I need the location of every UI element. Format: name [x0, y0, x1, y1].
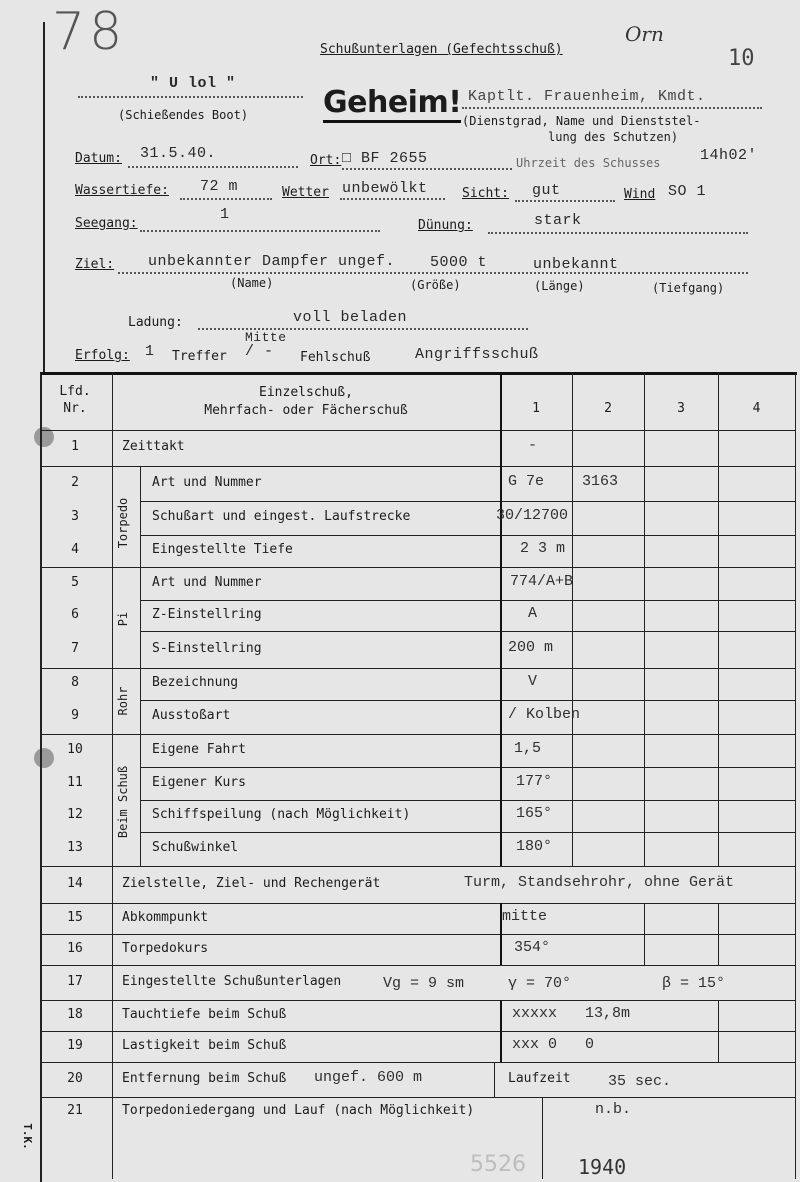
row-number: 9 [71, 708, 79, 723]
row-divider [140, 535, 795, 536]
row-value-1: 180° [516, 838, 553, 855]
col-lfd-header [40, 383, 110, 417]
row-label: Torpedoniedergang und Lauf (nach Möglichkeit) [122, 1103, 475, 1118]
row-value-1: xxx 0 [512, 1036, 558, 1053]
row-number: 21 [67, 1103, 83, 1118]
row21-divider [542, 1097, 543, 1179]
wind-label: Wind [624, 187, 656, 202]
row17-vg: Vg = 9 sm [383, 975, 465, 992]
col-lfd-line1: Lfd. [59, 384, 91, 399]
col-2-header: 2 [604, 401, 612, 416]
row-number: 1 [71, 439, 79, 454]
col4-divider-lower [718, 903, 719, 965]
row-number: 19 [67, 1038, 83, 1053]
row-number: 18 [67, 1007, 83, 1022]
datum-value: 31.5.40. [140, 145, 217, 162]
archive-stamp-number: 5526 [470, 1152, 526, 1177]
erfolg-label: Erfolg: [75, 348, 130, 363]
wassertiefe-label: Wassertiefe: [75, 183, 169, 198]
ort-value: □ BF 2655 [342, 150, 428, 167]
ladung-label: Ladung: [128, 315, 183, 330]
row-label: Lastigkeit beim Schuß [122, 1038, 287, 1053]
name-caption: (Name) [230, 276, 274, 290]
row-label: S-Einstellring [152, 641, 262, 656]
row-number: 11 [67, 775, 83, 790]
row-divider [140, 800, 795, 801]
row-label: Eigene Fahrt [152, 742, 246, 757]
ort-dots [342, 168, 512, 170]
row-divider [40, 1000, 795, 1001]
col-lfd-line2: Nr. [63, 401, 87, 416]
row-number: 15 [67, 910, 83, 925]
row-value-1: xxxxx [512, 1005, 558, 1022]
ziel-name-value: unbekannter Dampfer ungef. [148, 253, 396, 270]
row-divider [140, 600, 795, 601]
commander-value: Kaptlt. Frauenheim, Kmdt. [468, 88, 706, 105]
row-value-1: A [528, 605, 538, 622]
erfolg-mitte: Mitte [245, 330, 287, 345]
form-title: Schußunterlagen (Gefechtsschuß) [320, 42, 563, 57]
col1-divider-18 [500, 1000, 502, 1062]
group-rohr: Rohr [116, 686, 130, 716]
row-label: Art und Nummer [152, 475, 262, 490]
wind-value: SO 1 [668, 183, 707, 200]
row-label: Eigener Kurs [152, 775, 246, 790]
row-divider [40, 965, 795, 966]
row-divider [40, 466, 795, 467]
seegang-value: 1 [220, 206, 230, 223]
row-divider [40, 567, 795, 568]
row-value-1: n.b. [595, 1101, 632, 1118]
group-column-divider [140, 466, 141, 866]
row-label: Abkommpunkt [122, 910, 209, 925]
sicht-dots [515, 200, 615, 202]
row-value-1: 165° [516, 805, 553, 822]
group-pi: Pi [116, 611, 130, 627]
boat-value: " U lol " [150, 75, 236, 92]
row-divider [40, 903, 795, 904]
row-label: Tauchtiefe beim Schuß [122, 1007, 287, 1022]
row-label: Eingestellte Tiefe [152, 542, 293, 557]
col3-divider [644, 372, 645, 866]
ziel-label: Ziel: [75, 257, 115, 272]
side-mark: T.K. [20, 1123, 34, 1150]
row-label: Schiffspeilung (nach Möglichkeit) [152, 807, 411, 822]
margin-line [43, 22, 45, 372]
col4-divider [718, 372, 719, 866]
row-number: 2 [71, 475, 79, 490]
row-value-1: 200 m [508, 639, 554, 656]
boat-dots [78, 96, 303, 98]
laufzeit-divider [494, 1062, 495, 1097]
row-number: 8 [71, 675, 79, 690]
ziel-laenge-value: unbekannt [533, 256, 619, 273]
row-value-1: 2 3 m [520, 540, 566, 557]
wetter-dots [340, 198, 445, 200]
datum-label: Datum: [75, 151, 122, 166]
col-1-header: 1 [532, 401, 540, 416]
row-label: Art und Nummer [152, 575, 262, 590]
page-number: 78 [52, 2, 127, 62]
boat-caption: (Schießendes Boot) [118, 108, 249, 122]
row-number: 3 [71, 509, 79, 524]
row-number: 7 [71, 641, 79, 656]
row-divider [40, 866, 795, 867]
row-divider [140, 767, 795, 768]
row-divider [40, 734, 795, 735]
row20-laufzeit-label: Laufzeit [508, 1071, 571, 1086]
col-4-header: 4 [752, 401, 761, 416]
row-value-1: mitte [502, 908, 548, 925]
col4-divider-18 [718, 1000, 719, 1062]
ziel-dots [118, 272, 748, 274]
uhrzeit-value: 14h02' [700, 147, 758, 164]
row-divider [140, 501, 795, 502]
row-divider [40, 1031, 795, 1032]
col-desc-line2: Mehrfach- oder Fächerschuß [204, 403, 408, 418]
datum-dots [128, 166, 298, 168]
row-label: Zielstelle, Ziel- und Rechengerät [122, 876, 381, 891]
row-number: 13 [67, 840, 83, 855]
commander-dots [462, 107, 762, 109]
row-number: 12 [67, 807, 83, 822]
row-value-1: G 7e [508, 473, 545, 490]
row-divider [40, 1062, 795, 1063]
row-value-2: 13,8m [585, 1005, 631, 1022]
row-value-1: 1,5 [514, 740, 542, 757]
row-label: Schußwinkel [152, 840, 239, 855]
commander-caption-1: (Dienstgrad, Name und Dienststel- [462, 114, 701, 128]
row-label: Eingestellte Schußunterlagen [122, 974, 342, 989]
sicht-value: gut [532, 182, 561, 199]
col-desc-header [112, 384, 500, 420]
row-divider [40, 668, 795, 669]
row-number: 14 [67, 876, 83, 891]
row-number: 4 [71, 542, 79, 557]
col1-divider [500, 372, 502, 866]
row-label: Entfernung beim Schuß [122, 1071, 287, 1086]
row-value-1: 30/12700 [496, 507, 569, 524]
classification-stamp: Geheim! [323, 86, 461, 123]
group-torpedo: Torpedo [116, 497, 130, 549]
row-number: 16 [67, 941, 83, 956]
row-divider [40, 934, 795, 935]
erfolg-treffer-value: 1 [145, 343, 155, 360]
sheet-number: 10 [728, 46, 755, 71]
seegang-label: Seegang: [75, 216, 138, 231]
row-divider [40, 430, 795, 431]
erfolg-fehl-label: Fehlschuß [300, 350, 371, 365]
row-value-1: - [528, 437, 538, 454]
row-number: 5 [71, 575, 79, 590]
row-value-1: 354° [514, 939, 551, 956]
tiefgang-caption: (Tiefgang) [652, 281, 725, 295]
seegang-dots [140, 230, 380, 232]
archive-stamp-year: 1940 [578, 1155, 627, 1179]
col3-divider-lower [644, 903, 645, 965]
row-number: 6 [71, 607, 79, 622]
duenung-value: stark [534, 212, 582, 229]
row-divider [140, 832, 795, 833]
wassertiefe-value: 72 m [200, 178, 239, 195]
sicht-label: Sicht: [462, 186, 509, 201]
row-number: 10 [67, 742, 83, 757]
row-value-1: Turm, Standsehrohr, ohne Gerät [464, 874, 735, 891]
commander-caption-2: lung des Schutzen) [548, 130, 679, 144]
row-label: Z-Einstellring [152, 607, 262, 622]
row-label: Torpedokurs [122, 941, 209, 956]
row-divider [140, 700, 795, 701]
col-desc-line1: Einzelschuß, [259, 385, 353, 400]
ladung-value: voll beladen [293, 309, 408, 326]
col2-divider [572, 372, 573, 866]
row-value-1: ungef. 600 m [314, 1069, 423, 1086]
row-divider [40, 1097, 795, 1098]
row-value-1: 774/A+B [510, 573, 574, 590]
wetter-value: unbewölkt [342, 180, 428, 197]
groesse-caption: (Größe) [410, 278, 461, 292]
erfolg-fehl-value: / - [245, 343, 274, 360]
initials-mark: Orn [625, 22, 664, 46]
laenge-caption: (Länge) [534, 279, 585, 293]
row-label: Zeittakt [122, 439, 185, 454]
nr-column-divider [112, 372, 113, 1179]
duenung-label: Dünung: [418, 218, 473, 233]
col-3-header: 3 [677, 401, 685, 416]
row-number: 20 [67, 1071, 83, 1086]
row-value-2: 3163 [582, 473, 619, 490]
row-label: Ausstoßart [152, 708, 231, 723]
row-value-1: 177° [516, 773, 553, 790]
ort-label: Ort: [310, 153, 342, 168]
wassertiefe-dots [180, 198, 272, 200]
row-label: Bezeichnung [152, 675, 239, 690]
wetter-label: Wetter [282, 185, 329, 200]
row-label: Schußart und eingest. Laufstrecke [152, 509, 411, 524]
erfolg-treffer-label: Treffer [172, 349, 227, 364]
row17-gamma: γ = 70° [508, 975, 572, 992]
row-divider [140, 631, 795, 632]
row-value-1: V [528, 673, 538, 690]
row-number: 17 [67, 974, 83, 989]
row20-laufzeit-value: 35 sec. [608, 1073, 672, 1090]
group-beim-schuss: Beim Schuß [116, 765, 130, 839]
duenung-dots [488, 232, 748, 234]
row-value-2: 0 [585, 1036, 595, 1053]
ziel-groesse-value: 5000 t [430, 254, 488, 271]
erfolg-angriff: Angriffsschuß [415, 346, 539, 363]
table-right-edge [795, 372, 796, 1179]
row-value-1: / Kolben [508, 706, 581, 723]
uhrzeit-label: Uhrzeit des Schusses [516, 156, 661, 170]
row17-beta: β = 15° [662, 975, 726, 992]
